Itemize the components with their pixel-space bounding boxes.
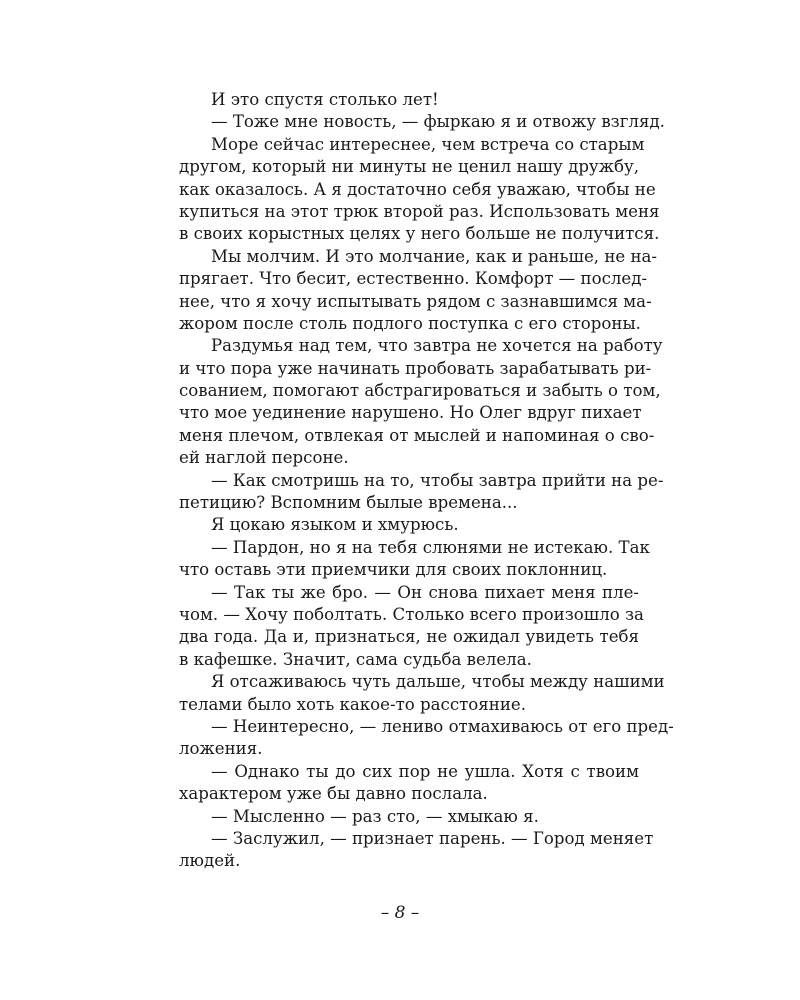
text-line: — Мысленно — раз сто, — хмыкаю я. <box>211 806 539 826</box>
text-line: — Так ты же бро. — Он снова пихает меня пле- <box>211 582 639 602</box>
text-line: петицию? Вспомним былые времена... <box>179 493 518 513</box>
text-line: Море сейчас интереснее, чем встреча со старым <box>211 134 645 154</box>
text-line: что мое уединение нарушено. Но Олег вдруг пихает <box>179 403 642 423</box>
text-line: нее, что я хочу испытывать рядом с зазнавшимся ма- <box>179 291 652 311</box>
text-line: два года. Да и, признаться, не ожидал увидеть тебя <box>179 627 639 647</box>
body-text <box>179 89 674 873</box>
text-line: — Однако ты до сих пор не ушла. Хотя с твоим <box>211 761 639 781</box>
text-line: в кафешке. Значит, сама судьба велела. <box>179 649 532 669</box>
text-line: прягает. Что бесит, естественно. Комфорт — послед- <box>179 269 648 289</box>
text-line: характером уже бы давно послала. <box>179 784 488 804</box>
page-number: – 8 – <box>380 903 420 923</box>
text-line: жором после столь подлого поступка с его стороны. <box>179 313 641 333</box>
text-line: сованием, помогают абстрагироваться и забыть о том, <box>179 381 661 401</box>
text-line: ей наглой персоне. <box>179 448 349 468</box>
text-line: людей. <box>179 851 241 871</box>
text-line: как оказалось. А я достаточно себя уважаю, чтобы не <box>179 179 656 199</box>
text-line: — Неинтересно, — лениво отмахиваюсь от его пред- <box>211 716 674 736</box>
text-line: другом, который ни минуты не ценил нашу дружбу, <box>179 157 639 177</box>
text-line: — Как смотришь на то, чтобы завтра прийти на ре- <box>211 470 664 490</box>
text-line: — Тоже мне новость, — фыркаю я и отвожу взгляд. <box>211 112 665 132</box>
text-line: Мы молчим. И это молчание, как и раньше, не на- <box>211 246 658 266</box>
text-line: — Пардон, но я на тебя слюнями не истекаю. Так <box>211 537 650 557</box>
text-line: Я цокаю языком и хмурюсь. <box>211 515 459 535</box>
text-line: Раздумья над тем, что завтра не хочется на работу <box>211 336 663 356</box>
text-line: И это спустя столько лет! <box>211 90 439 109</box>
text-line: что оставь эти приемчики для своих поклонниц. <box>179 560 608 580</box>
text-line: меня плечом, отвлекая от мыслей и напоминая о сво- <box>179 425 655 445</box>
text-line: купиться на этот трюк второй раз. Использовать меня <box>179 201 660 221</box>
text-line: — Заслужил, — признает парень. — Город меняет <box>211 828 654 848</box>
text-line: и что пора уже начинать пробовать зарабатывать ри- <box>179 358 652 378</box>
text-line: Я отсаживаюсь чуть дальше, чтобы между нашими <box>211 672 665 692</box>
text-line: телами было хоть какое-то расстояние. <box>179 694 526 714</box>
text-line: ложения. <box>179 739 263 759</box>
text-line: чом. — Хочу поболтать. Столько всего произошло за <box>179 604 644 624</box>
text-line: в своих корыстных целях у него больше не получится. <box>179 224 660 244</box>
